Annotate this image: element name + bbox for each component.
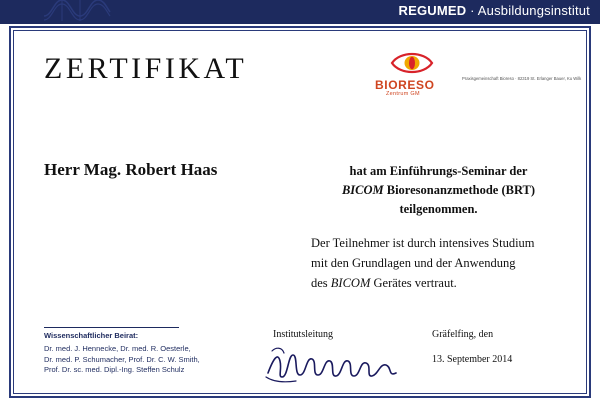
bioreso-logo-subtitle: Zentrum GM <box>386 91 420 97</box>
handwritten-signature-icon <box>262 343 407 387</box>
seminar-line-3: teilgenommen. <box>399 202 478 216</box>
body-device-name: BICOM <box>330 276 371 290</box>
header-brand-institute: Ausbildungsinstitut <box>477 3 590 18</box>
place-label: Gräfelfing, den <box>432 329 494 340</box>
seminar-statement <box>311 162 566 219</box>
body-line-3-post: Gerätes vertraut. <box>370 276 457 290</box>
body-line-3-pre: des <box>311 276 331 290</box>
body-line-1: Der Teilnehmer ist durch intensives Studium <box>311 236 535 250</box>
advisory-board-line-3: Prof. Dr. sc. med. Dipl.-Ing. Steffen Schulz <box>44 365 185 374</box>
header-brand <box>399 3 591 18</box>
header-brand-regumed: REGUMED <box>398 3 467 18</box>
advisory-board-line-1: Dr. med. J. Hennecke, Dr. med. R. Oesterle, <box>44 344 191 353</box>
page-title: ZERTIFIKAT <box>44 52 248 85</box>
bioreso-logo <box>370 50 582 105</box>
body-line-2: mit den Grundlagen und der Anwendung <box>311 256 516 270</box>
bioreso-logo-address: Praxisgemeinschaft Bioreso · 82319 St. Erlanger Bauer, Ku Wilk <box>462 76 582 81</box>
header-brand-separator: · <box>466 3 478 18</box>
bioreso-eye-icon <box>390 50 434 76</box>
footer-divider <box>44 327 179 328</box>
recipient-name: Herr Mag. Robert Haas <box>44 160 218 179</box>
wave-logo-icon <box>42 0 112 24</box>
advisory-board-line-2: Dr. med. P. Schumacher, Prof. Dr. C. W. Smith, <box>44 354 200 364</box>
seminar-line-2-rest: Bioresonanzmethode (BRT) <box>383 183 536 197</box>
advisory-board-names <box>44 344 200 376</box>
seminar-line-1: hat am Einführungs-Seminar der <box>349 164 528 178</box>
institute-leadership-label: Institutsleitung <box>273 329 333 340</box>
advisory-board-title: Wissenschaftlicher Beirat: <box>44 331 139 340</box>
seminar-device-name: BICOM <box>341 183 384 197</box>
date-label: 13. September 2014 <box>432 354 513 365</box>
body-paragraph <box>311 233 569 293</box>
bioreso-logo-name: BIORESO <box>375 78 435 92</box>
